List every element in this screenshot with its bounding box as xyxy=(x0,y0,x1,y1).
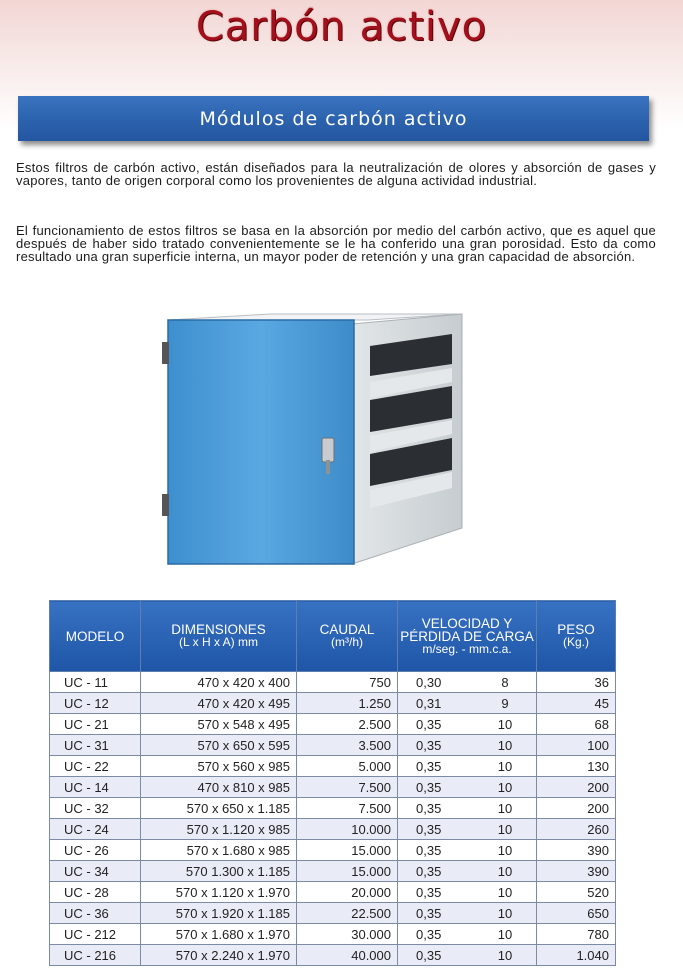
cell-velocity-value: 0,35 xyxy=(416,758,442,774)
header-dimensions: DIMENSIONES (L x H x A) mm xyxy=(141,601,297,672)
cell-weight: 68 xyxy=(537,714,616,735)
cell-dimensions: 470 x 420 x 400 xyxy=(141,672,297,693)
cell-flow: 15.000 xyxy=(297,861,398,882)
table-row xyxy=(50,756,616,777)
table-row xyxy=(50,945,616,966)
cell-velocity xyxy=(398,798,537,819)
cell-model: UC - 216 xyxy=(50,945,141,966)
cell-flow: 20.000 xyxy=(297,882,398,903)
table-header-row xyxy=(50,601,616,672)
cell-pressure-loss: 10 xyxy=(497,779,513,795)
page-title: Carbón activo xyxy=(195,4,488,50)
cell-dimensions: 570 x 2.240 x 1.970 xyxy=(141,945,297,966)
table-row xyxy=(50,861,616,882)
specs-table xyxy=(49,600,616,966)
table-row xyxy=(50,735,616,756)
table-row xyxy=(50,840,616,861)
cell-dimensions: 570 x 1.920 x 1.185 xyxy=(141,903,297,924)
header-velocity: VELOCIDAD Y PÉRDIDA DE CARGA m/seg. - mm.c.a. xyxy=(398,601,537,672)
table-row xyxy=(50,924,616,945)
cell-velocity-value: 0,35 xyxy=(416,926,442,942)
cell-dimensions: 570 x 548 x 495 xyxy=(141,714,297,735)
cell-weight: 45 xyxy=(537,693,616,714)
cell-weight: 200 xyxy=(537,777,616,798)
cell-velocity-value: 0,35 xyxy=(416,842,442,858)
cell-flow: 1.250 xyxy=(297,693,398,714)
cell-weight: 100 xyxy=(537,735,616,756)
cell-dimensions: 470 x 420 x 495 xyxy=(141,693,297,714)
cell-dimensions: 570 x 1.120 x 985 xyxy=(141,819,297,840)
cell-flow: 5.000 xyxy=(297,756,398,777)
cell-dimensions: 470 x 810 x 985 xyxy=(141,777,297,798)
carbon-filter-cabinet-image xyxy=(156,302,476,576)
cell-flow: 30.000 xyxy=(297,924,398,945)
cell-velocity-value: 0,35 xyxy=(416,884,442,900)
cell-dimensions: 570 x 1.680 x 985 xyxy=(141,840,297,861)
table-row xyxy=(50,882,616,903)
cell-dimensions: 570 x 560 x 985 xyxy=(141,756,297,777)
table-row xyxy=(50,903,616,924)
cell-weight: 780 xyxy=(537,924,616,945)
cell-dimensions: 570 1.300 x 1.185 xyxy=(141,861,297,882)
cell-pressure-loss: 10 xyxy=(497,737,513,753)
cell-pressure-loss: 10 xyxy=(497,842,513,858)
cell-velocity-value: 0,30 xyxy=(416,674,442,690)
cell-flow: 7.500 xyxy=(297,777,398,798)
cell-velocity-value: 0,35 xyxy=(416,716,442,732)
cell-velocity xyxy=(398,735,537,756)
cell-model: UC - 26 xyxy=(50,840,141,861)
table-row xyxy=(50,798,616,819)
cell-model: UC - 34 xyxy=(50,861,141,882)
cell-velocity xyxy=(398,693,537,714)
cell-flow: 3.500 xyxy=(297,735,398,756)
cell-velocity xyxy=(398,672,537,693)
cell-velocity-value: 0,35 xyxy=(416,947,442,963)
table-row xyxy=(50,777,616,798)
table-row xyxy=(50,672,616,693)
cell-velocity-value: 0,31 xyxy=(416,695,442,711)
cell-model: UC - 22 xyxy=(50,756,141,777)
intro-paragraph-1: Estos filtros de carbón activo, están diseñados para la neutralización de olores y absorción de gases y vapores, tanto de origen corporal como los provenientes de alguna actividad industrial. xyxy=(16,160,656,188)
table-row xyxy=(50,819,616,840)
section-banner-title: Módulos de carbón activo xyxy=(199,107,468,130)
cell-velocity-value: 0,35 xyxy=(416,821,442,837)
cell-model: UC - 28 xyxy=(50,882,141,903)
cell-pressure-loss: 9 xyxy=(501,695,509,711)
cell-pressure-loss: 10 xyxy=(497,905,513,921)
cell-weight: 260 xyxy=(537,819,616,840)
cell-pressure-loss: 10 xyxy=(497,821,513,837)
cell-pressure-loss: 8 xyxy=(501,674,509,690)
header-weight: PESO (Kg.) xyxy=(537,601,616,672)
cell-velocity-value: 0,35 xyxy=(416,863,442,879)
cell-pressure-loss: 10 xyxy=(497,884,513,900)
cell-velocity xyxy=(398,714,537,735)
cell-flow: 2.500 xyxy=(297,714,398,735)
cell-velocity xyxy=(398,903,537,924)
cell-dimensions: 570 x 650 x 1.185 xyxy=(141,798,297,819)
cell-flow: 7.500 xyxy=(297,798,398,819)
cell-velocity xyxy=(398,777,537,798)
cell-weight: 36 xyxy=(537,672,616,693)
cell-model: UC - 36 xyxy=(50,903,141,924)
cell-weight: 390 xyxy=(537,840,616,861)
cell-pressure-loss: 10 xyxy=(497,800,513,816)
cell-dimensions: 570 x 1.120 x 1.970 xyxy=(141,882,297,903)
cell-velocity-value: 0,35 xyxy=(416,737,442,753)
cell-model: UC - 12 xyxy=(50,693,141,714)
cell-dimensions: 570 x 650 x 595 xyxy=(141,735,297,756)
cell-model: UC - 14 xyxy=(50,777,141,798)
cell-weight: 1.040 xyxy=(537,945,616,966)
table-row xyxy=(50,693,616,714)
cell-velocity-value: 0,35 xyxy=(416,779,442,795)
cell-velocity-value: 0,35 xyxy=(416,800,442,816)
cell-weight: 130 xyxy=(537,756,616,777)
section-banner xyxy=(18,96,649,141)
header-flow: CAUDAL (m³/h) xyxy=(297,601,398,672)
cell-pressure-loss: 10 xyxy=(497,716,513,732)
cell-velocity xyxy=(398,819,537,840)
cell-flow: 750 xyxy=(297,672,398,693)
cell-velocity xyxy=(398,945,537,966)
cell-velocity xyxy=(398,924,537,945)
cell-pressure-loss: 10 xyxy=(497,926,513,942)
cell-model: UC - 11 xyxy=(50,672,141,693)
cell-model: UC - 212 xyxy=(50,924,141,945)
cell-pressure-loss: 10 xyxy=(497,863,513,879)
cell-flow: 22.500 xyxy=(297,903,398,924)
cell-model: UC - 32 xyxy=(50,798,141,819)
table-row xyxy=(50,714,616,735)
cell-velocity xyxy=(398,882,537,903)
cell-velocity xyxy=(398,861,537,882)
cell-flow: 10.000 xyxy=(297,819,398,840)
cell-model: UC - 21 xyxy=(50,714,141,735)
cell-pressure-loss: 10 xyxy=(497,947,513,963)
cell-pressure-loss: 10 xyxy=(497,758,513,774)
cell-velocity xyxy=(398,756,537,777)
cell-flow: 15.000 xyxy=(297,840,398,861)
cell-weight: 650 xyxy=(537,903,616,924)
cell-velocity xyxy=(398,840,537,861)
cell-weight: 520 xyxy=(537,882,616,903)
cell-velocity-value: 0,35 xyxy=(416,905,442,921)
cell-flow: 40.000 xyxy=(297,945,398,966)
header-model: MODELO xyxy=(50,601,141,672)
cell-model: UC - 24 xyxy=(50,819,141,840)
cell-model: UC - 31 xyxy=(50,735,141,756)
cell-weight: 390 xyxy=(537,861,616,882)
intro-paragraph-2: El funcionamiento de estos filtros se basa en la absorción por medio del carbón activo, que es aquel que después de haber sido tratado convenientemente se le ha conferido una gran porosidad. Esto da como resultado una gran superficie interna, un mayor poder de retención y una gran capacidad de absorción. xyxy=(16,223,656,264)
cell-dimensions: 570 x 1.680 x 1.970 xyxy=(141,924,297,945)
cell-weight: 200 xyxy=(537,798,616,819)
